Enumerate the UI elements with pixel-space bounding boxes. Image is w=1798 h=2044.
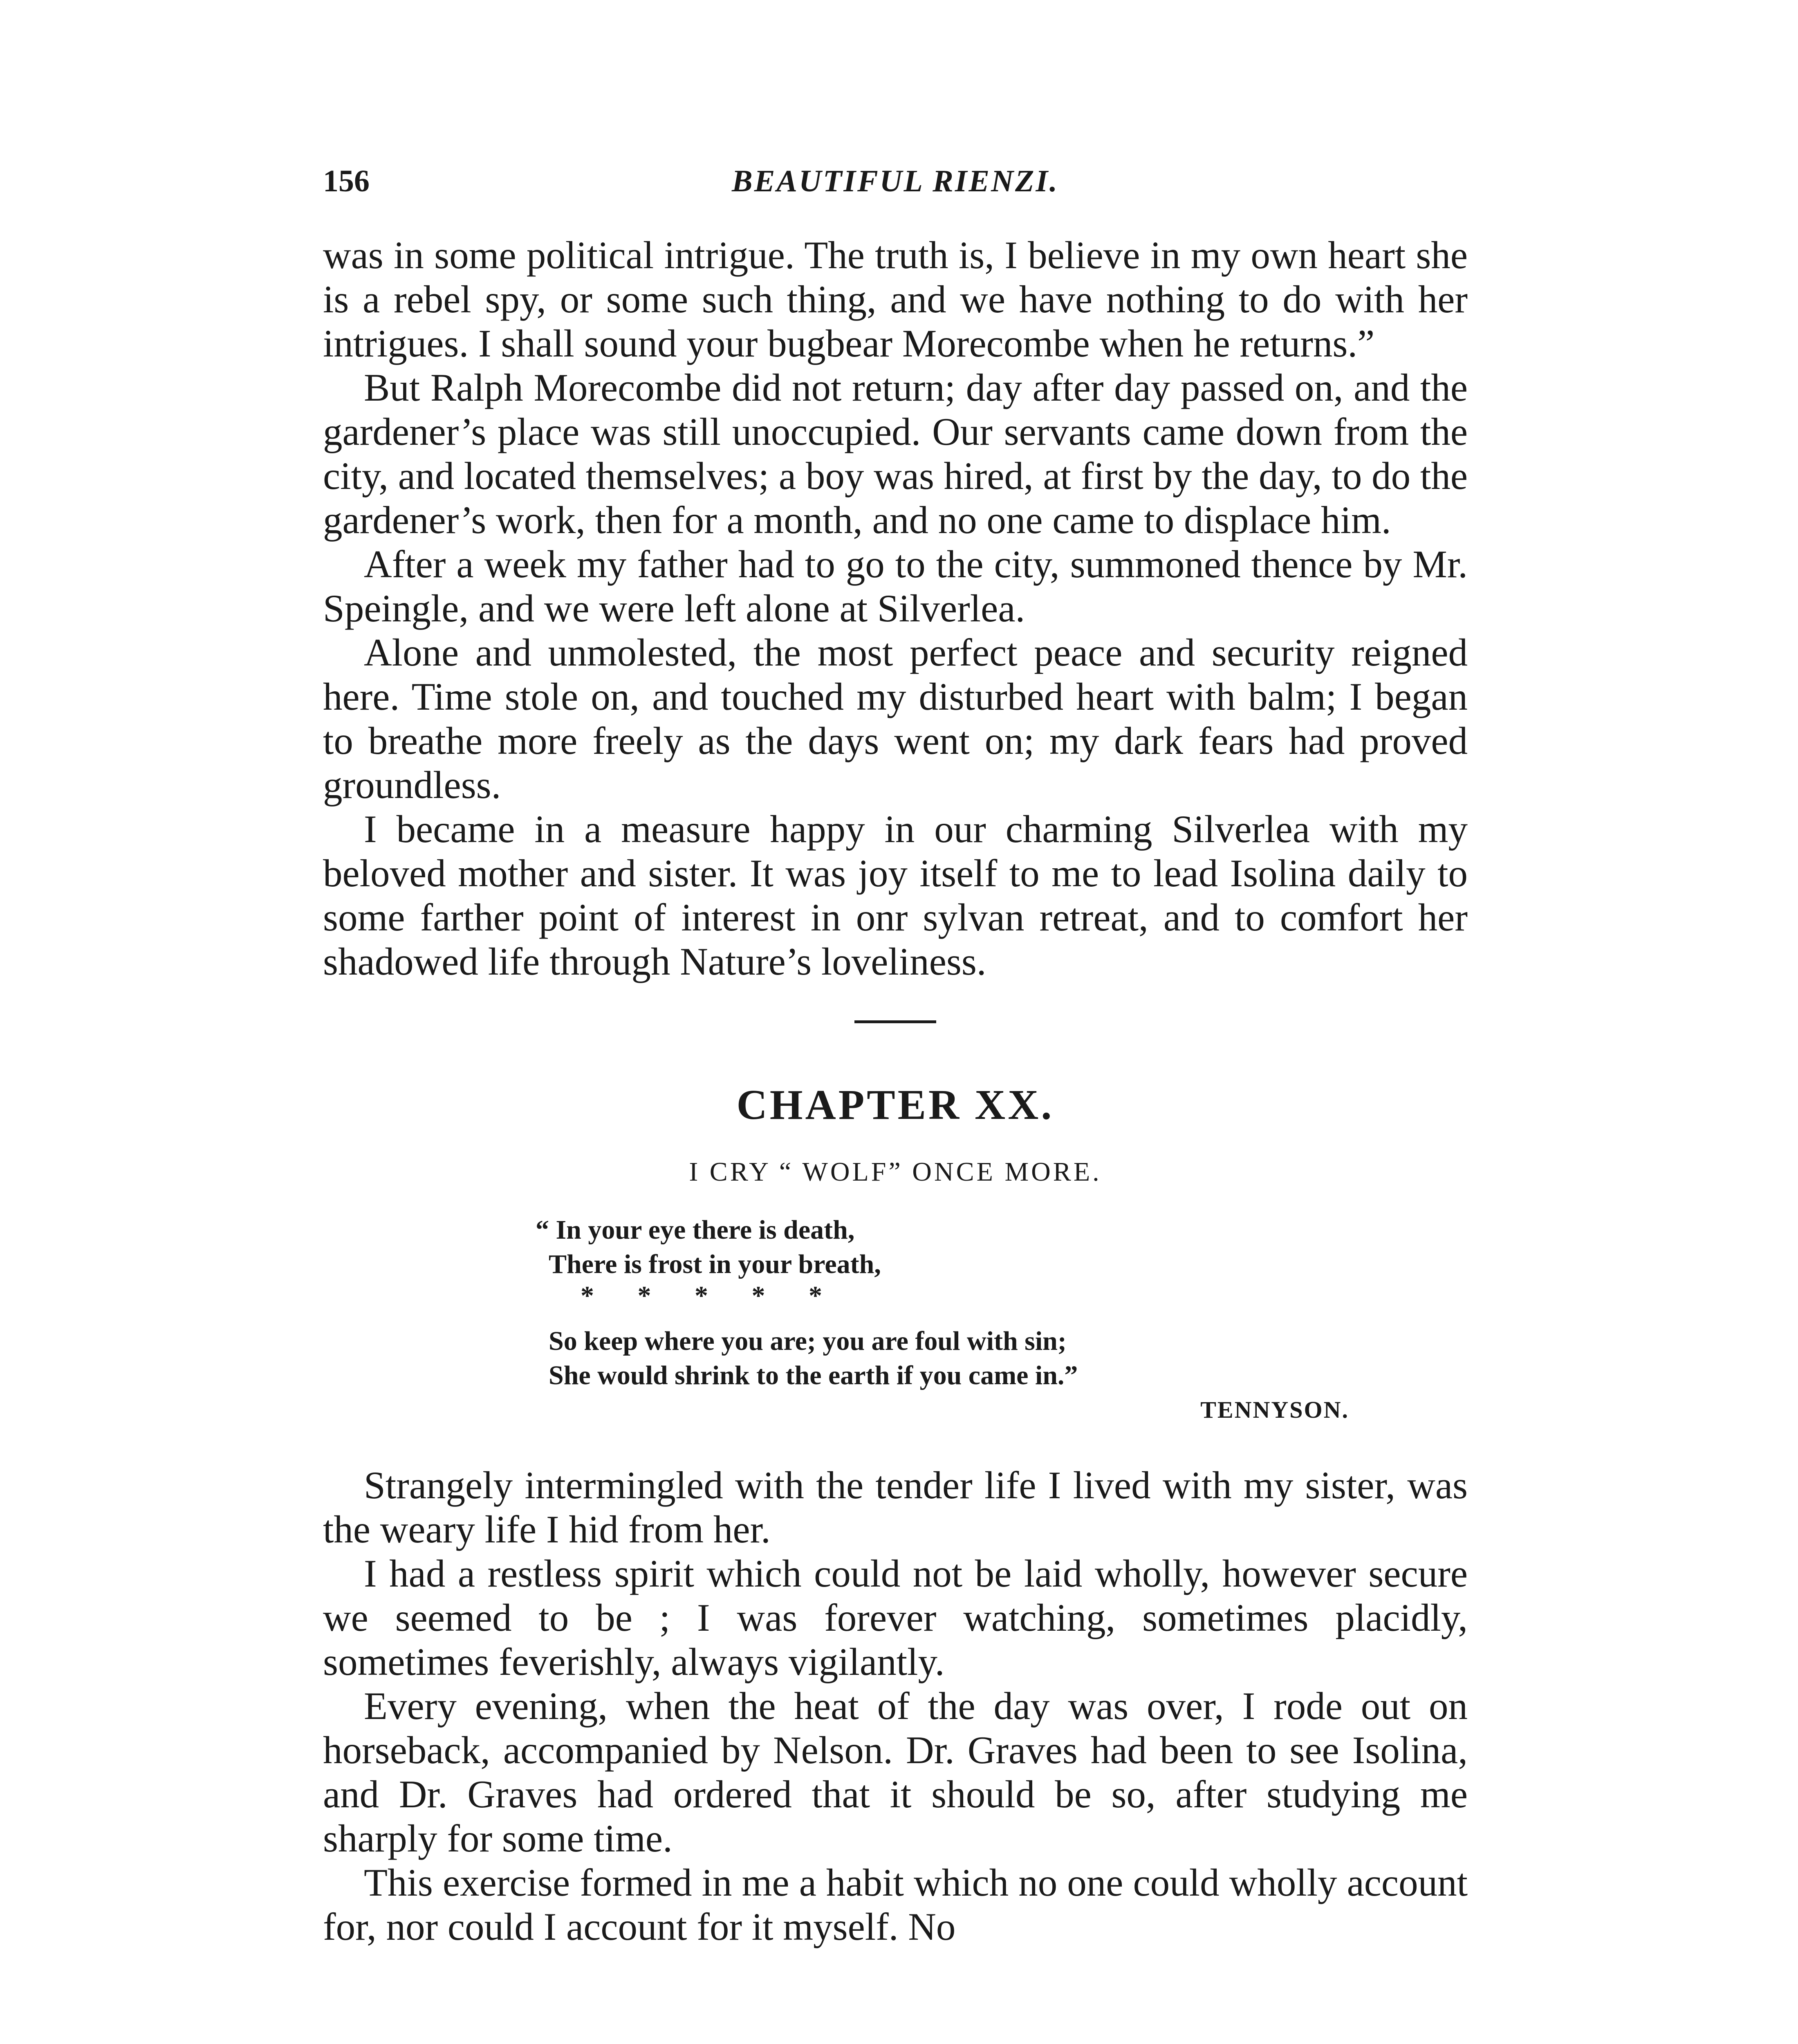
epigraph: [536, 1213, 1349, 1427]
paragraph: was in some political intrigue. The truth is, I believe in my own heart she is a rebel spy, or some such thing, and we have nothing to do with her intrigues. I shall sound your bugbear Morecombe when he returns.”: [323, 233, 1468, 365]
epigraph-line: She would shrink to the earth if you came in.”: [549, 1360, 1078, 1390]
epigraph-ellipsis-stars: * * * * *: [581, 1281, 822, 1311]
paragraph: I had a restless spirit which could not be laid wholly, however secure we seemed to be ; I was forever watching, sometimes placidly, sometimes feverishly, always vigilantly.: [323, 1552, 1468, 1683]
running-title: BEAUTIFUL RIENZI.: [732, 164, 1059, 198]
paragraph: Alone and unmolested, the most perfect peace and security reigned here. Time stole on, and touched my disturbed heart with balm; I began to breathe more freely as the days went on; my dark fears had proved groundless.: [323, 631, 1468, 807]
page-number: 156: [323, 164, 370, 198]
body-text-chapter: [323, 1463, 1468, 1949]
body-text-before-chapter: [323, 233, 1468, 984]
paragraph: Every evening, when the heat of the day was over, I rode out on horseback, accompanied by Nelson. Dr. Graves had been to see Isolina, and Dr. Graves had ordered that it should be so, after studying me sharply for some time.: [323, 1684, 1468, 1860]
chapter-title: CHAPTER XX.: [736, 1081, 1054, 1128]
section-divider: [854, 1020, 936, 1023]
paragraph: But Ralph Morecombe did not return; day after day passed on, and the gardener’s place was still unoccupied. Our servants came down from the city, and located themselves; a boy was hired, at first by the day, to do the gardener’s work, then for a month, and no one came to displace him.: [323, 366, 1468, 542]
epigraph-line: “ In your eye there is death,: [536, 1215, 855, 1245]
paragraph: After a week my father had to go to the city, summoned thence by Mr. Speingle, and we were left alone at Silverlea.: [323, 542, 1468, 630]
stanza-gap: [536, 1310, 1349, 1324]
epigraph-line: So keep where you are; you are foul with sin;: [549, 1326, 1067, 1356]
paragraph: I became in a measure happy in our charming Silverlea with my beloved mother and sister. It was joy itself to me to lead Isolina daily to some farther point of interest in onr sylvan retreat, and to comfort her shadowed life through Nature’s loveliness.: [323, 807, 1468, 983]
epigraph-attribution: TENNYSON.: [1200, 1396, 1349, 1423]
book-page: [323, 164, 1468, 1949]
paragraph: Strangely intermingled with the tender life I lived with my sister, was the weary life I hid from her.: [323, 1464, 1468, 1551]
paragraph: This exercise formed in me a habit which no one could wholly account for, nor could I account for it myself. No: [323, 1861, 1468, 1948]
epigraph-line: There is frost in your breath,: [549, 1249, 881, 1279]
chapter-subtitle: I CRY “ WOLF” ONCE MORE.: [689, 1157, 1102, 1187]
running-head: [323, 164, 1468, 204]
